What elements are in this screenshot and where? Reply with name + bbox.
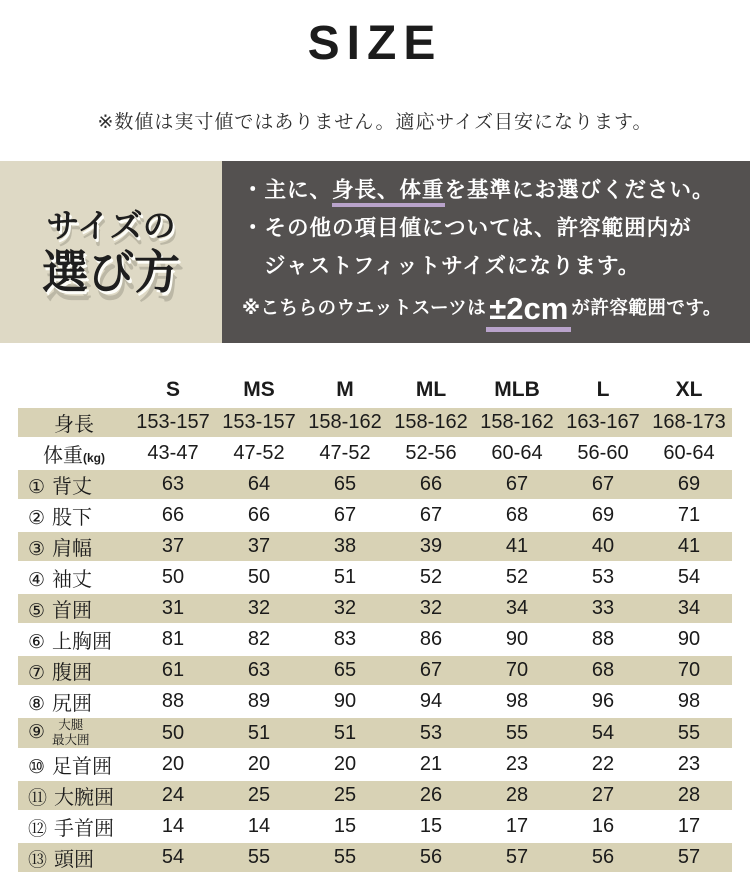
row-label-text: 体重 xyxy=(43,445,83,467)
size-value-cell: 43-47 xyxy=(147,442,199,464)
size-value-cell: 38 xyxy=(302,531,388,562)
table-row xyxy=(18,593,732,624)
size-value-cell: 53 xyxy=(388,717,474,749)
size-value-cell: 83 xyxy=(333,628,357,650)
size-value-cell: 88 xyxy=(161,690,185,712)
size-value-cell: 56-60 xyxy=(577,442,629,464)
page-title: SIZE xyxy=(307,17,443,70)
size-column-header: S xyxy=(165,378,180,401)
size-value-cell: 81 xyxy=(161,628,185,650)
bullet1-suffix: を基準にお選びください。 xyxy=(444,178,715,202)
size-value-cell: 90 xyxy=(333,690,357,712)
size-value-cell: 66 xyxy=(388,469,474,500)
size-value-cell: 57 xyxy=(646,842,732,873)
row-number-badge: ⑧ xyxy=(28,694,46,715)
row-number-badge: ③ xyxy=(28,539,46,560)
size-value-cell: 17 xyxy=(677,815,701,837)
size-value-cell: 94 xyxy=(419,690,443,712)
size-value-cell: 53 xyxy=(591,566,615,588)
row-number-badge: ⑦ xyxy=(28,663,46,684)
size-value-cell: 55 xyxy=(474,717,560,749)
row-label-text: 大腕囲 xyxy=(54,787,115,809)
row-label-unit: (kg) xyxy=(83,451,105,465)
row-label xyxy=(18,407,130,438)
row-label-text: 首囲 xyxy=(52,600,93,622)
size-value-cell: 23 xyxy=(505,753,529,775)
size-value-cell: 63 xyxy=(130,469,216,500)
guide-heading-box xyxy=(0,161,222,343)
size-value-cell: 88 xyxy=(591,628,615,650)
size-value-cell: 52 xyxy=(505,566,529,588)
size-value-cell: 27 xyxy=(560,780,646,811)
size-value-cell: 28 xyxy=(646,780,732,811)
row-label xyxy=(18,717,130,749)
table-row xyxy=(18,407,732,438)
size-column-header: L xyxy=(596,378,610,401)
table-row xyxy=(18,780,732,811)
tolerance-value: ±2cm xyxy=(486,291,571,332)
tolerance-prefix: ※こちらのウエットスーツは xyxy=(242,296,487,318)
size-value-cell: 25 xyxy=(216,780,302,811)
size-value-cell: 51 xyxy=(216,717,302,749)
size-value-cell: 54 xyxy=(677,566,701,588)
guide-bullet-1 xyxy=(242,177,742,204)
row-label xyxy=(18,438,130,469)
size-value-cell: 63 xyxy=(216,655,302,686)
row-label xyxy=(18,562,130,593)
size-value-cell: 69 xyxy=(646,469,732,500)
size-value-cell: 90 xyxy=(505,628,529,650)
guide-bullet-2-line1: ・その他の項目値については、許容範囲内が xyxy=(242,215,692,240)
size-value-cell: 158-162 xyxy=(388,407,474,438)
row-label xyxy=(18,469,130,500)
size-value-cell: 90 xyxy=(677,628,701,650)
size-value-cell: 55 xyxy=(302,842,388,873)
size-value-cell: 56 xyxy=(388,842,474,873)
row-number-badge: ④ xyxy=(28,570,46,591)
table-row xyxy=(18,469,732,500)
size-value-cell: 57 xyxy=(474,842,560,873)
size-value-cell: 89 xyxy=(247,690,271,712)
row-label xyxy=(18,749,130,780)
size-value-cell: 67 xyxy=(560,469,646,500)
size-value-cell: 52 xyxy=(419,566,443,588)
row-label-text: 股下 xyxy=(52,507,93,529)
table-row xyxy=(18,655,732,686)
size-value-cell: 65 xyxy=(302,655,388,686)
size-value-cell: 86 xyxy=(419,628,443,650)
size-value-cell: 47-52 xyxy=(233,442,285,464)
size-value-cell: 50 xyxy=(161,566,185,588)
size-value-cell: 66 xyxy=(247,504,271,526)
size-value-cell: 168-173 xyxy=(646,407,732,438)
row-label-text: 手首囲 xyxy=(54,818,115,840)
row-number-badge: ⑨ xyxy=(28,722,46,744)
size-column-header: MLB xyxy=(494,378,540,401)
size-column-header: M xyxy=(336,378,354,401)
row-label-text: 肩幅 xyxy=(52,538,93,560)
size-value-cell: 41 xyxy=(474,531,560,562)
size-value-cell: 23 xyxy=(677,753,701,775)
size-guide-banner xyxy=(0,161,750,343)
table-row xyxy=(18,624,732,655)
size-value-cell: 51 xyxy=(333,566,357,588)
bullet1-underlined-terms: 身長、体重 xyxy=(332,178,445,207)
size-value-cell: 65 xyxy=(302,469,388,500)
size-column-header: XL xyxy=(675,378,703,401)
size-value-cell: 14 xyxy=(161,815,185,837)
row-label xyxy=(18,811,130,842)
size-value-cell: 68 xyxy=(560,655,646,686)
size-value-cell: 153-157 xyxy=(130,407,216,438)
size-value-cell: 68 xyxy=(505,504,529,526)
size-value-cell: 158-162 xyxy=(474,407,560,438)
row-label xyxy=(18,686,130,717)
row-label xyxy=(18,500,130,531)
size-value-cell: 41 xyxy=(646,531,732,562)
size-value-cell: 25 xyxy=(302,780,388,811)
size-value-cell: 153-157 xyxy=(216,407,302,438)
size-value-cell: 50 xyxy=(247,566,271,588)
table-row xyxy=(18,686,732,717)
row-label xyxy=(18,593,130,624)
size-value-cell: 98 xyxy=(505,690,529,712)
size-value-cell: 40 xyxy=(560,531,646,562)
size-value-cell: 50 xyxy=(130,717,216,749)
size-value-cell: 60-64 xyxy=(663,442,715,464)
size-column-header: MS xyxy=(243,378,275,401)
size-value-cell: 67 xyxy=(419,504,443,526)
row-number-badge: ⑫ xyxy=(28,819,48,840)
size-value-cell: 66 xyxy=(161,504,185,526)
row-label-text: 腹囲 xyxy=(52,662,93,684)
size-table xyxy=(18,374,732,874)
size-value-cell: 14 xyxy=(247,815,271,837)
row-label-text: 尻囲 xyxy=(52,693,93,715)
size-value-cell: 34 xyxy=(474,593,560,624)
size-value-cell: 71 xyxy=(677,504,701,526)
size-value-cell: 67 xyxy=(388,655,474,686)
size-value-cell: 67 xyxy=(333,504,357,526)
size-value-cell: 15 xyxy=(419,815,443,837)
size-value-cell: 54 xyxy=(560,717,646,749)
size-table-header-row xyxy=(18,374,732,407)
table-row xyxy=(18,562,732,593)
guide-heading-line2: 選び方 xyxy=(42,245,180,298)
table-row xyxy=(18,438,732,469)
size-table-corner xyxy=(18,374,130,407)
row-label-text: 上胸囲 xyxy=(52,631,113,653)
row-number-badge: ⑪ xyxy=(28,788,48,809)
size-value-cell: 47-52 xyxy=(319,442,371,464)
size-value-cell: 24 xyxy=(130,780,216,811)
size-value-cell: 69 xyxy=(591,504,615,526)
size-value-cell: 20 xyxy=(247,753,271,775)
row-number-badge: ⑩ xyxy=(28,757,46,778)
size-value-cell: 37 xyxy=(130,531,216,562)
table-row xyxy=(18,811,732,842)
row-label xyxy=(18,531,130,562)
guide-bullet-2-line2: ジャストフィットサイズになります。 xyxy=(264,253,641,278)
guide-tolerance-note xyxy=(242,290,742,326)
size-value-cell: 56 xyxy=(560,842,646,873)
bullet1-prefix: ・主に、 xyxy=(242,178,333,202)
row-number-badge: ⑬ xyxy=(28,850,48,871)
row-number-badge: ② xyxy=(28,508,46,529)
tolerance-suffix: が許容範囲です。 xyxy=(571,296,722,318)
size-value-cell: 163-167 xyxy=(560,407,646,438)
size-value-cell: 55 xyxy=(646,717,732,749)
size-value-cell: 52-56 xyxy=(405,442,457,464)
size-value-cell: 28 xyxy=(474,780,560,811)
guide-heading-line1: サイズの xyxy=(46,206,176,244)
size-value-cell: 61 xyxy=(130,655,216,686)
size-value-cell: 70 xyxy=(474,655,560,686)
size-value-cell: 34 xyxy=(646,593,732,624)
size-value-cell: 32 xyxy=(388,593,474,624)
size-value-cell: 26 xyxy=(388,780,474,811)
size-value-cell: 31 xyxy=(130,593,216,624)
size-value-cell: 96 xyxy=(591,690,615,712)
table-row xyxy=(18,500,732,531)
size-value-cell: 21 xyxy=(419,753,443,775)
row-label-stacked: 大腿 最大囲 xyxy=(52,718,90,747)
size-value-cell: 20 xyxy=(161,753,185,775)
size-value-cell: 55 xyxy=(216,842,302,873)
row-label-text: 足首囲 xyxy=(52,756,113,778)
row-label-text: 頭囲 xyxy=(54,849,95,871)
row-label xyxy=(18,780,130,811)
size-column-header: ML xyxy=(415,378,447,401)
size-value-cell: 20 xyxy=(333,753,357,775)
size-value-cell: 51 xyxy=(302,717,388,749)
row-label-text: 背丈 xyxy=(52,476,93,498)
size-value-cell: 33 xyxy=(560,593,646,624)
row-number-badge: ① xyxy=(28,477,46,498)
disclaimer-note: ※数値は実寸値ではありません。適応サイズ目安になります。 xyxy=(97,112,653,133)
size-value-cell: 82 xyxy=(247,628,271,650)
size-value-cell: 60-64 xyxy=(491,442,543,464)
size-value-cell: 16 xyxy=(591,815,615,837)
size-value-cell: 67 xyxy=(474,469,560,500)
guide-text-panel xyxy=(222,161,750,343)
size-value-cell: 158-162 xyxy=(302,407,388,438)
size-value-cell: 39 xyxy=(388,531,474,562)
size-value-cell: 98 xyxy=(677,690,701,712)
size-value-cell: 54 xyxy=(130,842,216,873)
size-value-cell: 70 xyxy=(646,655,732,686)
row-label xyxy=(18,655,130,686)
table-row xyxy=(18,749,732,780)
size-value-cell: 32 xyxy=(302,593,388,624)
size-value-cell: 32 xyxy=(216,593,302,624)
row-label-text: 身長 xyxy=(54,414,94,436)
table-row xyxy=(18,717,732,749)
row-number-badge: ⑥ xyxy=(28,632,46,653)
size-value-cell: 22 xyxy=(591,753,615,775)
row-label-text: 袖丈 xyxy=(52,569,93,591)
size-value-cell: 64 xyxy=(216,469,302,500)
table-row xyxy=(18,842,732,873)
size-value-cell: 15 xyxy=(333,815,357,837)
row-label xyxy=(18,624,130,655)
row-number-badge: ⑤ xyxy=(28,601,46,622)
table-row xyxy=(18,531,732,562)
size-value-cell: 17 xyxy=(505,815,529,837)
size-value-cell: 37 xyxy=(216,531,302,562)
row-label xyxy=(18,842,130,873)
